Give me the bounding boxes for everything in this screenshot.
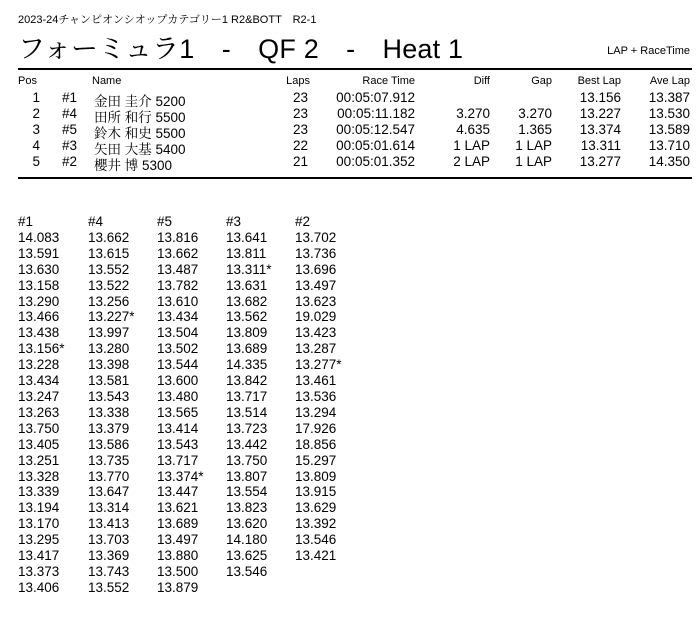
lap-time: 13.770 [88, 468, 130, 484]
lap-time: 13.497 [295, 277, 337, 293]
page-title: フォーミュラ1 - QF 2 - Heat 1 [18, 34, 464, 64]
lap-time: 13.421 [295, 548, 337, 564]
lap-column [88, 214, 135, 596]
lap-time: 13.228 [18, 357, 60, 373]
lap-time: 13.497 [157, 532, 199, 548]
lap-time: 13.392 [295, 516, 337, 532]
lap-time: 13.434 [18, 373, 60, 389]
event-subtitle: 2023-24チャンピオンシオップカテゴリー1 R2&BOTT R2-1 [18, 14, 317, 26]
lap-time: 13.552 [88, 261, 130, 277]
diff-cell: 1 LAP [453, 138, 490, 153]
lap-time: 13.625 [226, 548, 268, 564]
gap-cell: 1 LAP [515, 154, 552, 169]
gap-cell: 1.365 [518, 122, 552, 137]
lap-time: 13.247 [18, 388, 60, 404]
col-name-header: Name [92, 75, 122, 87]
lap-time: 13.621 [157, 500, 199, 516]
lap-time: 14.180 [226, 532, 268, 548]
lap-time: 13.703 [88, 532, 130, 548]
lap-column-header: #1 [18, 214, 34, 229]
diff-cell: 2 LAP [453, 154, 490, 169]
lap-time: 13.522 [88, 277, 130, 293]
lap-time: 13.552 [88, 579, 130, 595]
result-row [0, 122, 700, 141]
lap-column-header: #5 [157, 214, 173, 229]
lap-time: 13.447 [157, 484, 199, 500]
lap-time: 13.620 [226, 516, 268, 532]
laps-cell: 23 [292, 90, 308, 105]
driver-name-cell: 矢田 大基 5400 [94, 142, 186, 157]
col-bestlap-header: Best Lap [577, 75, 621, 87]
lap-time: 13.256 [88, 293, 130, 309]
laps-cell: 23 [292, 122, 308, 137]
lap-time: 13.662 [157, 245, 199, 261]
lap-time: 14.335 [226, 357, 268, 373]
lap-time: 13.610 [157, 293, 199, 309]
lap-time: 13.696 [295, 261, 337, 277]
lap-time: 13.295 [18, 532, 60, 548]
lap-time: 13.723 [226, 420, 268, 436]
results-divider [18, 177, 692, 179]
lap-time: 13.682 [226, 293, 268, 309]
best-lap-cell: 13.156 [579, 90, 621, 105]
lap-time: 19.029 [295, 309, 337, 325]
lap-time: 13.466 [18, 309, 60, 325]
lap-time: 13.782 [157, 277, 199, 293]
lap-time: 13.314 [88, 500, 130, 516]
col-pos-header: Pos [18, 75, 37, 87]
lap-time: 13.434 [157, 309, 199, 325]
ave-lap-cell: 13.387 [648, 90, 690, 105]
lap-time: 13.294 [295, 404, 337, 420]
lap-time: 13.879 [157, 579, 199, 595]
lap-time: 13.374* [157, 468, 204, 484]
header-divider [18, 68, 692, 70]
lap-time: 13.170 [18, 516, 60, 532]
lap-column-header: #2 [295, 214, 311, 229]
lap-time: 13.543 [88, 388, 130, 404]
lap-time: 13.750 [18, 420, 60, 436]
lap-time: 13.581 [88, 373, 130, 389]
lap-time: 14.083 [18, 229, 60, 245]
lap-time: 13.311* [226, 261, 272, 277]
pos-cell: 4 [32, 138, 40, 153]
driver-name-cell: 鈴木 和史 5500 [94, 126, 186, 141]
lap-time: 13.338 [88, 404, 130, 420]
best-lap-cell: 13.227 [579, 106, 621, 121]
lap-time: 13.414 [157, 420, 199, 436]
lap-time: 13.287 [295, 341, 337, 357]
lap-time: 13.480 [157, 388, 199, 404]
lap-time: 13.880 [157, 548, 199, 564]
col-racetime-header: Race Time [362, 75, 415, 87]
lap-time: 13.546 [295, 532, 337, 548]
lap-time: 13.562 [226, 309, 268, 325]
lap-column [157, 214, 204, 596]
lap-time: 13.807 [226, 468, 268, 484]
car-number-cell: #1 [62, 90, 78, 105]
car-number-cell: #5 [62, 122, 78, 137]
lap-time: 17.926 [295, 420, 337, 436]
lap-time: 13.689 [226, 341, 268, 357]
lap-time: 13.158 [18, 277, 60, 293]
col-laps-header: Laps [286, 75, 310, 87]
lap-time: 13.442 [226, 436, 268, 452]
lap-time: 13.406 [18, 579, 60, 595]
gap-cell: 1 LAP [515, 138, 552, 153]
lap-time: 13.156* [18, 341, 65, 357]
gap-cell: 3.270 [518, 106, 552, 121]
car-number-cell: #3 [62, 138, 78, 153]
lap-time: 13.809 [226, 325, 268, 341]
race-time-cell: 00:05:11.182 [337, 106, 415, 121]
lap-time: 13.417 [18, 548, 60, 564]
lap-time: 13.816 [157, 229, 199, 245]
race-time-cell: 00:05:12.547 [336, 122, 415, 137]
lap-time: 13.702 [295, 229, 337, 245]
ave-lap-cell: 13.710 [648, 138, 690, 153]
pos-cell: 5 [32, 154, 40, 169]
diff-cell: 3.270 [456, 106, 490, 121]
pos-cell: 3 [32, 122, 40, 137]
lap-time: 13.277* [295, 357, 342, 373]
ave-lap-cell: 14.350 [648, 154, 690, 169]
best-lap-cell: 13.374 [579, 122, 621, 137]
lap-time: 13.514 [226, 404, 268, 420]
lap-time: 13.641 [226, 229, 268, 245]
race-time-cell: 00:05:01.352 [336, 154, 415, 169]
lap-time: 13.630 [18, 261, 60, 277]
laps-cell: 22 [292, 138, 308, 153]
diff-cell: 4.635 [456, 122, 490, 137]
result-row [0, 90, 700, 109]
ave-lap-cell: 13.530 [648, 106, 690, 121]
lap-column-header: #4 [88, 214, 104, 229]
best-lap-cell: 13.277 [579, 154, 621, 169]
lap-time: 13.373 [18, 563, 60, 579]
lap-column [295, 214, 342, 564]
lap-time: 13.413 [88, 516, 130, 532]
pos-cell: 1 [32, 90, 40, 105]
lap-time: 13.717 [226, 388, 268, 404]
lap-column-header: #3 [226, 214, 242, 229]
race-time-cell: 00:05:07.912 [336, 90, 415, 105]
lap-time: 13.629 [295, 500, 337, 516]
report-mode-label: LAP + RaceTime [607, 45, 690, 57]
lap-time: 18.856 [295, 436, 337, 452]
driver-name-cell: 田所 和行 5500 [94, 110, 186, 125]
lap-time: 13.544 [157, 357, 199, 373]
laps-cell: 23 [292, 106, 308, 121]
col-gap-header: Gap [531, 75, 552, 87]
lap-time: 13.227* [88, 309, 135, 325]
lap-time: 13.600 [157, 373, 199, 389]
lap-time: 13.615 [88, 245, 130, 261]
lap-time: 13.623 [295, 293, 337, 309]
lap-time: 13.504 [157, 325, 199, 341]
lap-time: 13.398 [88, 357, 130, 373]
lap-time: 13.591 [18, 245, 60, 261]
lap-time: 13.736 [295, 245, 337, 261]
driver-name-cell: 金田 圭介 5200 [94, 94, 186, 109]
lap-time: 13.487 [157, 261, 199, 277]
lap-time: 13.842 [226, 373, 268, 389]
lap-time: 13.647 [88, 484, 130, 500]
car-number-cell: #2 [62, 154, 78, 169]
lap-time: 13.631 [226, 277, 268, 293]
col-diff-header: Diff [473, 75, 490, 87]
lap-time: 13.546 [226, 563, 268, 579]
race-time-cell: 00:05:01.614 [336, 138, 415, 153]
driver-name-cell: 櫻井 博 5300 [94, 158, 173, 173]
lap-time: 13.461 [295, 373, 337, 389]
lap-time: 13.717 [157, 452, 199, 468]
lap-time: 13.811 [226, 245, 267, 261]
lap-time: 13.689 [157, 516, 199, 532]
lap-time: 13.290 [18, 293, 60, 309]
lap-time: 13.438 [18, 325, 60, 341]
lap-time: 13.280 [88, 341, 130, 357]
col-avelap-header: Ave Lap [649, 75, 690, 87]
lap-time: 13.662 [88, 229, 130, 245]
lap-time: 13.379 [88, 420, 130, 436]
lap-column [18, 214, 65, 596]
result-row [0, 106, 700, 125]
lap-time: 13.823 [226, 500, 268, 516]
lap-time: 15.297 [295, 452, 337, 468]
lap-time: 13.369 [88, 548, 130, 564]
result-row [0, 138, 700, 157]
lap-time: 13.750 [226, 452, 268, 468]
lap-time: 13.423 [295, 325, 337, 341]
lap-time: 13.735 [88, 452, 130, 468]
lap-time: 13.586 [88, 436, 130, 452]
lap-column [226, 214, 272, 580]
lap-time: 13.997 [88, 325, 130, 341]
lap-time: 13.500 [157, 563, 199, 579]
result-row [0, 154, 700, 173]
lap-time: 13.263 [18, 404, 60, 420]
car-number-cell: #4 [62, 106, 78, 121]
pos-cell: 2 [32, 106, 40, 121]
lap-time: 13.251 [18, 452, 60, 468]
ave-lap-cell: 13.589 [648, 122, 690, 137]
lap-time: 13.405 [18, 436, 60, 452]
lap-time: 13.565 [157, 404, 199, 420]
lap-time: 13.543 [157, 436, 199, 452]
lap-time: 13.328 [18, 468, 60, 484]
lap-time: 13.915 [295, 484, 337, 500]
lap-time: 13.809 [295, 468, 337, 484]
lap-time: 13.339 [18, 484, 60, 500]
laps-cell: 21 [292, 154, 308, 169]
lap-time: 13.554 [226, 484, 268, 500]
lap-time: 13.194 [18, 500, 60, 516]
lap-time: 13.536 [295, 388, 337, 404]
best-lap-cell: 13.311 [580, 138, 621, 153]
lap-time: 13.502 [157, 341, 199, 357]
lap-time: 13.743 [88, 563, 130, 579]
